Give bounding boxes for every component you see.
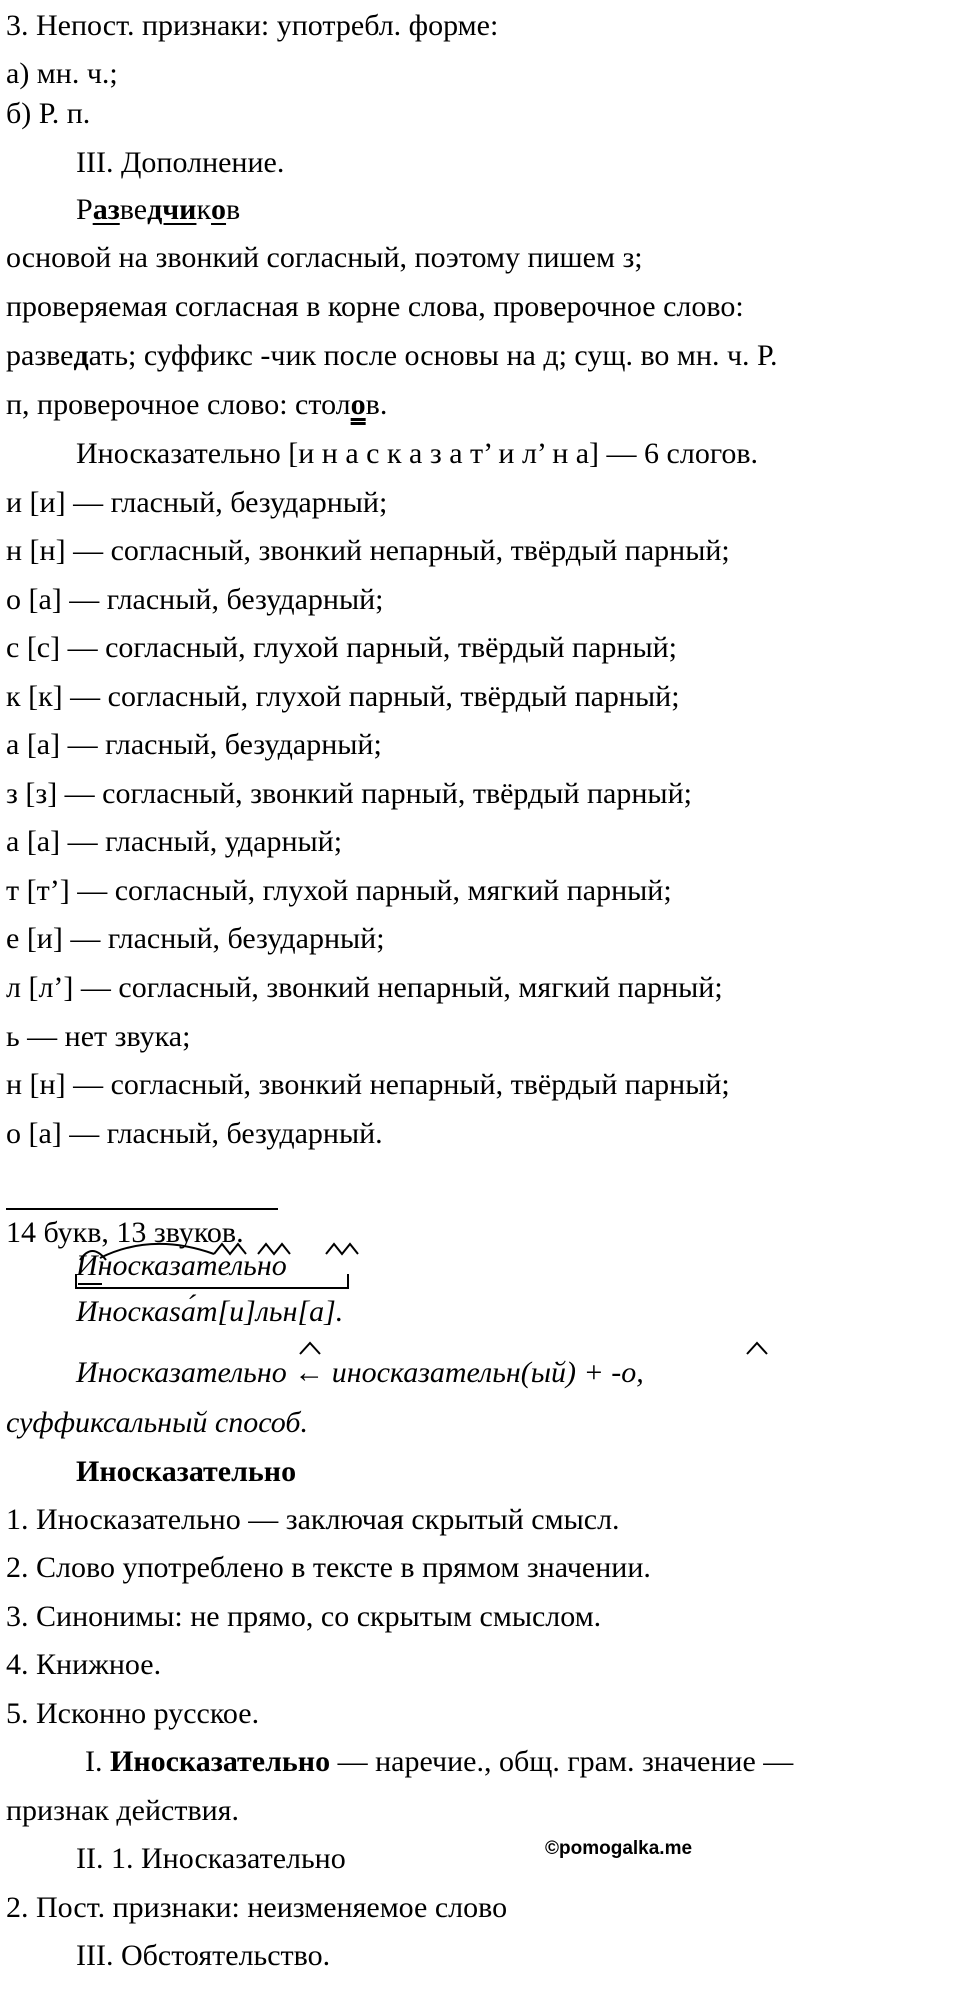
text-line: 3. Непост. признаки: употребл. форме:	[6, 9, 499, 42]
phonetic-line: н [н] — согласный, звонкий непарный, твёрдый парный;	[6, 534, 730, 567]
text-fragment: ,	[636, 1356, 644, 1389]
text-line-spelling	[6, 336, 777, 376]
derived-word: Иносказательно	[76, 1356, 287, 1389]
numbered-item: 5. Исконно русское.	[6, 1697, 260, 1730]
numbered-item: 3. Синонимы: не прямо, со скрытым смыслом.	[6, 1600, 602, 1633]
bold-word: Иносказательно	[110, 1745, 331, 1778]
suffix-fragment: о	[621, 1356, 637, 1389]
numbered-item: 4. Книжное.	[6, 1648, 162, 1681]
phonetic-line: а [а] — гласный, ударный;	[6, 825, 343, 858]
section-heading: III. Дополнение.	[76, 146, 285, 179]
text-fragment: разве	[6, 339, 74, 372]
text-fragment: в	[226, 193, 241, 226]
orthogram-letter: о	[350, 388, 366, 421]
text-line: основой на звонкий согласный, поэтому пишем з;	[6, 241, 643, 274]
morpheme-marks-icon	[72, 1228, 362, 1298]
phonetic-line: ь — нет звука;	[6, 1020, 191, 1053]
text-line: II. 1. Иносказательно	[76, 1842, 346, 1875]
phonetic-line: о [а] — гласный, безударный.	[6, 1117, 383, 1150]
watermark: ©pomogalka.me	[545, 1838, 693, 1859]
text-line: суффиксальный способ.	[6, 1406, 308, 1439]
phonetic-line: с [с] — согласный, глухой парный, твёрдый парный;	[6, 631, 678, 664]
text-fragment: ве	[119, 193, 148, 226]
phonetic-line: н [н] — согласный, звонкий непарный, твёрдый парный;	[6, 1068, 730, 1101]
phonetic-line: а [а] — гласный, безударный;	[6, 728, 382, 761]
text-fragment: I.	[85, 1745, 110, 1778]
phonetic-line: к [к] — согласный, глухой парный, твёрдый парный;	[6, 680, 680, 713]
orthogram-prefix: аз	[92, 193, 120, 226]
text-fragment: ← иносказательн(ый) + -	[286, 1356, 622, 1389]
text-line: б) Р. п.	[6, 97, 91, 130]
separator-rule	[6, 1208, 278, 1210]
text-line: III. Обстоятельство.	[76, 1939, 331, 1972]
text-fragment: ать; суффикс -чик после основы на д; сущ. во мн. ч. Р.	[88, 339, 778, 372]
phonetic-line: л [л’] — согласный, звонкий непарный, мягкий парный;	[6, 971, 723, 1004]
morpheme-parse-word: Иносказательно	[76, 1249, 287, 1282]
text-line: а) мн. ч.;	[6, 57, 118, 90]
text-fragment: к	[196, 193, 212, 226]
transcription-line: Иносказательно [и н а с к а з а т’ и л’ н а] — 6 слогов.	[76, 437, 759, 470]
morphological-line	[85, 1742, 793, 1782]
phonetic-line: и [и] — гласный, безударный;	[6, 486, 388, 519]
phonetic-line: т [т’] — согласный, глухой парный, мягкий парный;	[6, 874, 672, 907]
numbered-item: 2. Слово употреблено в тексте в прямом значении.	[6, 1551, 651, 1584]
text-fragment: Р	[76, 193, 93, 226]
text-line: признак действия.	[6, 1794, 239, 1827]
text-fragment: в.	[365, 388, 388, 421]
text-fragment: п, проверочное слово: стол	[6, 388, 351, 421]
orthoepic-line: Иноскаѕа́т[и]льн[а].	[76, 1295, 344, 1328]
lexical-heading: Иносказательно	[76, 1455, 297, 1488]
phonetic-line: е [и] — гласный, безударный;	[6, 922, 385, 955]
text-line-spelling	[6, 385, 387, 425]
orthogram-letter: д	[73, 339, 89, 372]
suffix-hat-icon	[298, 1340, 322, 1356]
orthogram-ending: о	[211, 193, 227, 226]
orthogram-suffix: дчи	[147, 193, 197, 226]
letter-sound-count: 14 букв, 13 звуков.	[6, 1216, 244, 1249]
word-formation-line	[76, 1353, 644, 1393]
text-line: проверяемая согласная в корне слова, проверочное слово:	[6, 290, 744, 323]
phonetic-line: о [а] — гласный, безударный;	[6, 583, 384, 616]
phonetic-line: з [з] — согласный, звонкий парный, твёрдый парный;	[6, 777, 692, 810]
text-line-spelling	[76, 190, 240, 230]
text-line: 2. Пост. признаки: неизменяемое слово	[6, 1891, 508, 1924]
suffix-hat-icon	[745, 1340, 769, 1356]
text-fragment: — наречие., общ. грам. значение —	[330, 1745, 794, 1778]
numbered-item: 1. Иносказательно — заключая скрытый смысл.	[6, 1503, 620, 1536]
